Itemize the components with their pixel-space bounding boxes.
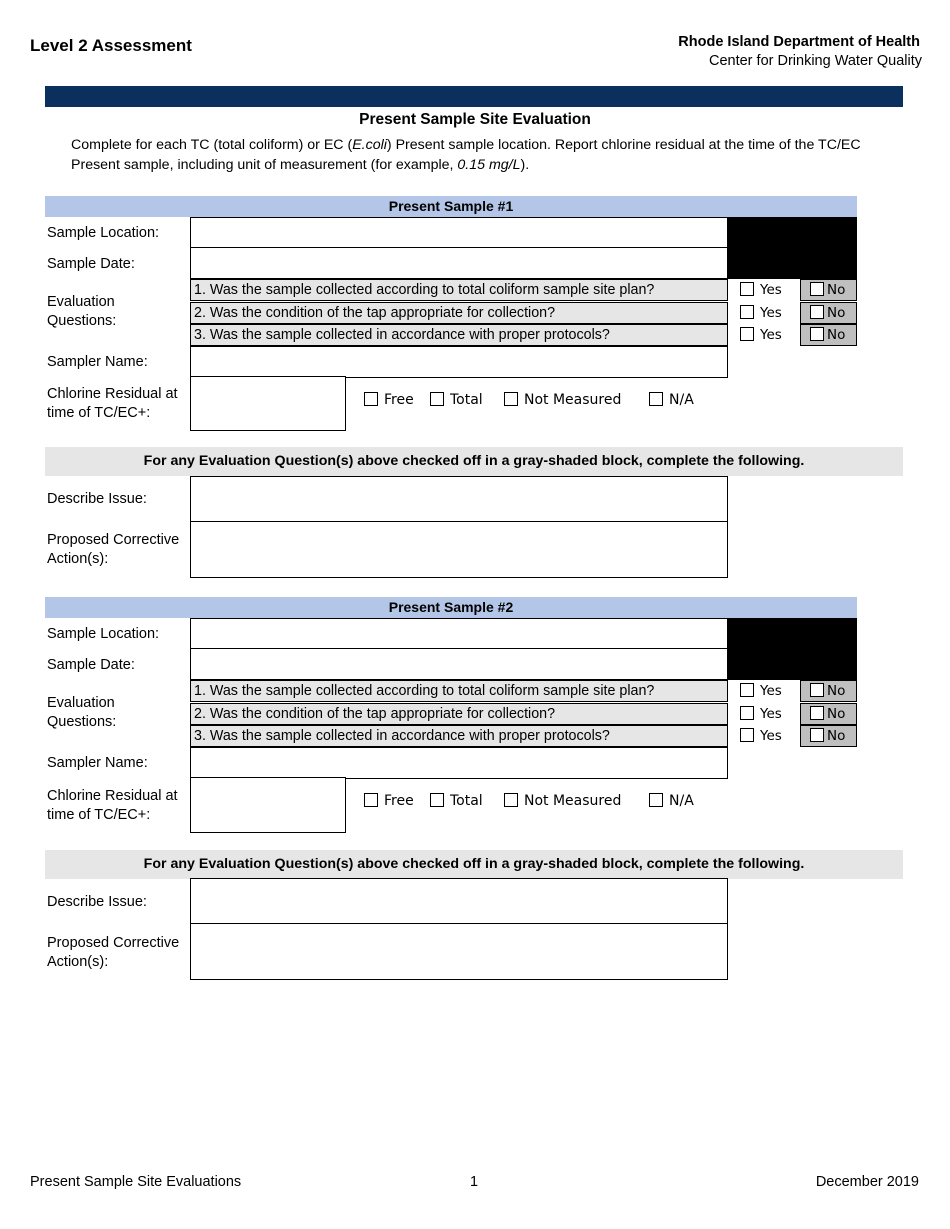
sample-2-chlorine-value-field[interactable] bbox=[190, 777, 346, 833]
chlorine-residual-label: Chlorine Residual at time of TC/EC+: bbox=[47, 386, 178, 421]
sample-2-q1-no[interactable]: No bbox=[800, 680, 857, 702]
sample-2-question-3: 3. Was the sample collected in accordance with proper protocols? bbox=[190, 725, 728, 747]
checkbox[interactable] bbox=[649, 392, 663, 406]
sample-1-blackout-block bbox=[728, 217, 857, 279]
checkbox[interactable] bbox=[810, 305, 824, 319]
sample-1-chlorine-total[interactable]: Total bbox=[430, 392, 483, 408]
checkbox[interactable] bbox=[364, 793, 378, 807]
sample-1-location-field[interactable] bbox=[190, 217, 728, 248]
sample-1-q1-no[interactable]: No bbox=[800, 279, 857, 301]
org-center: Center for Drinking Water Quality bbox=[708, 53, 922, 69]
sample-2-sampler-name-field[interactable] bbox=[190, 747, 728, 779]
sample-location-label: Sample Location: bbox=[47, 225, 160, 241]
sample-2-q2-yes[interactable]: Yes bbox=[728, 703, 798, 725]
sample-1-corrective-action-field[interactable] bbox=[190, 521, 728, 578]
sample-2-title: Present Sample #2 bbox=[45, 597, 857, 618]
sample-1-describe-issue-field[interactable] bbox=[190, 476, 728, 523]
checkbox[interactable] bbox=[740, 683, 754, 697]
sample-date-label: Sample Date: bbox=[47, 657, 135, 673]
sample-1-q1-yes[interactable]: Yes bbox=[728, 279, 798, 301]
sampler-name-label: Sampler Name: bbox=[47, 755, 148, 771]
footer-doc-name: Present Sample Site Evaluations bbox=[30, 1174, 242, 1190]
checkbox[interactable] bbox=[740, 728, 754, 742]
sample-1-q3-no[interactable]: No bbox=[800, 324, 857, 346]
header-divider-bar bbox=[45, 86, 903, 107]
sample-2-describe-issue-field[interactable] bbox=[190, 878, 728, 925]
sample-1-chlorine-not-measured[interactable]: Not Measured bbox=[504, 392, 621, 408]
eval-questions-label: Evaluation Questions: bbox=[47, 294, 117, 329]
followup-note: For any Evaluation Question(s) above checked off in a gray-shaded block, complete the following. bbox=[45, 447, 903, 476]
checkbox[interactable] bbox=[504, 392, 518, 406]
checkbox[interactable] bbox=[740, 327, 754, 341]
describe-issue-label: Describe Issue: bbox=[47, 894, 147, 910]
sample-2-q3-yes[interactable]: Yes bbox=[728, 725, 798, 747]
org-name: Rhode Island Department of Health bbox=[678, 34, 920, 50]
checkbox[interactable] bbox=[430, 392, 444, 406]
sample-2-chlorine-not-measured[interactable]: Not Measured bbox=[504, 793, 621, 809]
checkbox[interactable] bbox=[810, 327, 824, 341]
sample-2-q3-no[interactable]: No bbox=[800, 725, 857, 747]
sample-date-label: Sample Date: bbox=[47, 256, 135, 272]
sample-2-chlorine-free[interactable]: Free bbox=[364, 793, 414, 809]
sample-2-question-2: 2. Was the condition of the tap appropriate for collection? bbox=[190, 703, 728, 725]
checkbox[interactable] bbox=[364, 392, 378, 406]
sample-1-sampler-name-field[interactable] bbox=[190, 346, 728, 378]
checkbox[interactable] bbox=[649, 793, 663, 807]
sampler-name-label: Sampler Name: bbox=[47, 354, 148, 370]
page-number: 1 bbox=[470, 1174, 479, 1190]
sample-2-question-1: 1. Was the sample collected according to total coliform sample site plan? bbox=[190, 680, 728, 702]
eval-questions-label: Evaluation Questions: bbox=[47, 695, 117, 730]
sample-1-q2-no[interactable]: No bbox=[800, 302, 857, 324]
checkbox[interactable] bbox=[504, 793, 518, 807]
sample-2-chlorine-na[interactable]: N/A bbox=[649, 793, 694, 809]
sample-2-location-field[interactable] bbox=[190, 618, 728, 649]
checkbox[interactable] bbox=[740, 706, 754, 720]
footer-date: December 2019 bbox=[815, 1174, 919, 1190]
checkbox[interactable] bbox=[740, 305, 754, 319]
section-title: Present Sample Site Evaluation bbox=[359, 111, 591, 128]
checkbox[interactable] bbox=[810, 282, 824, 296]
checkbox[interactable] bbox=[810, 728, 824, 742]
checkbox[interactable] bbox=[430, 793, 444, 807]
sample-1-chlorine-value-field[interactable] bbox=[190, 376, 346, 431]
checkbox[interactable] bbox=[810, 683, 824, 697]
sample-1-question-3: 3. Was the sample collected in accordance with proper protocols? bbox=[190, 324, 728, 346]
chlorine-residual-label: Chlorine Residual at time of TC/EC+: bbox=[47, 788, 178, 823]
describe-issue-label: Describe Issue: bbox=[47, 491, 147, 507]
sample-1-question-1: 1. Was the sample collected according to total coliform sample site plan? bbox=[190, 279, 728, 301]
sample-2-q1-yes[interactable]: Yes bbox=[728, 680, 798, 702]
sample-2-q2-no[interactable]: No bbox=[800, 703, 857, 725]
sample-1-chlorine-na[interactable]: N/A bbox=[649, 392, 694, 408]
sample-2-date-field[interactable] bbox=[190, 648, 728, 680]
sample-2-corrective-action-field[interactable] bbox=[190, 923, 728, 980]
sample-1-q3-yes[interactable]: Yes bbox=[728, 324, 798, 346]
sample-1-question-2: 2. Was the condition of the tap appropriate for collection? bbox=[190, 302, 728, 324]
checkbox[interactable] bbox=[740, 282, 754, 296]
sample-2-chlorine-total[interactable]: Total bbox=[430, 793, 483, 809]
corrective-action-label: Proposed Corrective Action(s): bbox=[47, 935, 180, 970]
document-title: Level 2 Assessment bbox=[30, 36, 192, 55]
followup-note: For any Evaluation Question(s) above checked off in a gray-shaded block, complete the following. bbox=[45, 850, 903, 879]
corrective-action-label: Proposed Corrective Action(s): bbox=[47, 532, 180, 567]
sample-1-title: Present Sample #1 bbox=[45, 196, 857, 217]
sample-1-date-field[interactable] bbox=[190, 247, 728, 279]
sample-location-label: Sample Location: bbox=[47, 626, 160, 642]
sample-1-chlorine-free[interactable]: Free bbox=[364, 392, 414, 408]
instructions: Complete for each TC (total coliform) or EC (E.coli) Present sample location. Report chlorine residual at the time of the TC/EC Present sample, including unit of measurement (for example, 0.15 mg/L). bbox=[71, 137, 861, 173]
checkbox[interactable] bbox=[810, 706, 824, 720]
sample-2-blackout-block bbox=[728, 618, 857, 680]
sample-1-q2-yes[interactable]: Yes bbox=[728, 302, 798, 324]
